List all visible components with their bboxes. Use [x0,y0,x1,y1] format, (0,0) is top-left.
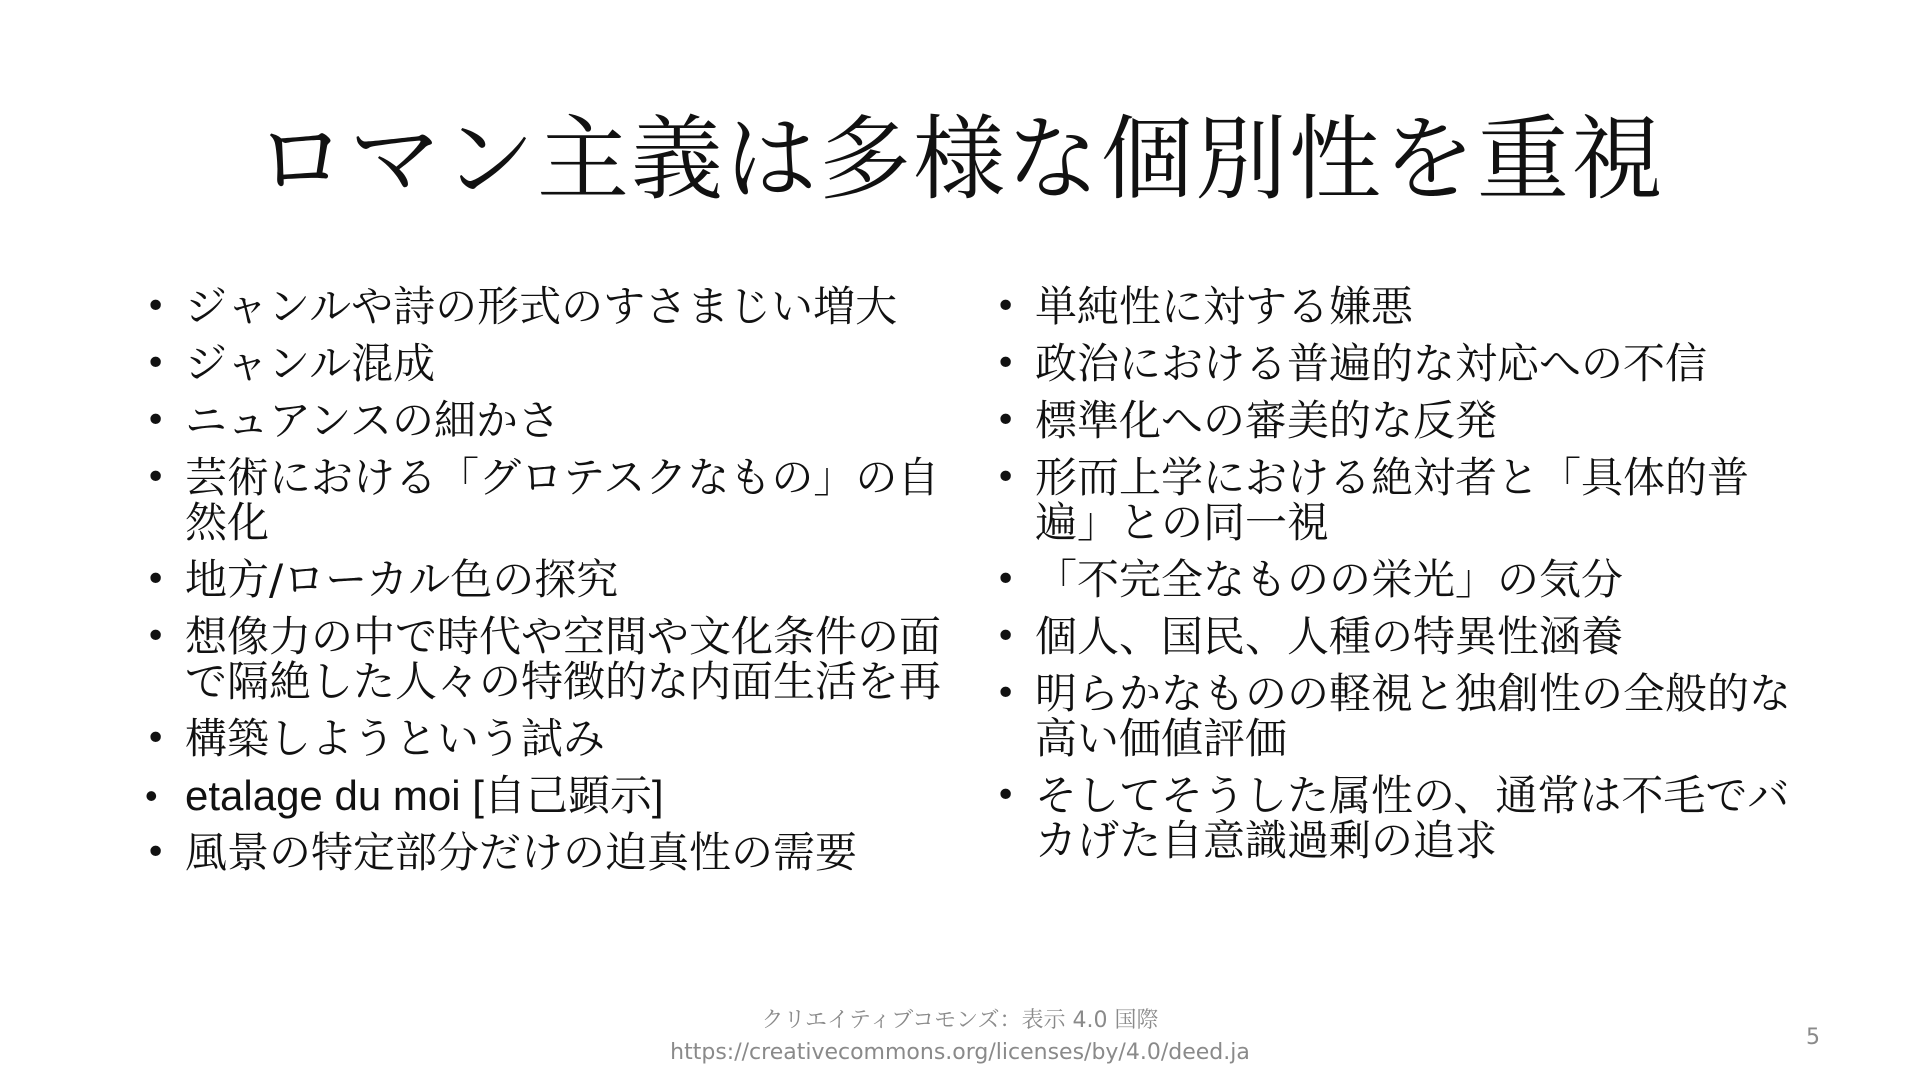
slide-title: ロマン主義は多様な個別性を重視 [254,106,1665,213]
left-bullet-list [145,284,945,887]
bullet-item: • 想像力の中で時代や空間や文化条件の面で隔絶した人々の特徴的な内面生活を再 [145,614,945,704]
bullet-item: • 政治における普遍的な対応への不信 [995,341,1805,386]
page-number: 5 [1806,1025,1820,1050]
bullet-item: • そしてそうした属性の、通常は不毛でバカげた自意識過剰の追求 [995,773,1805,863]
bullet-item: • 風景の特定部分だけの迫真性の需要 [145,830,945,875]
bullet-item: • 個人、国民、人種の特異性涵養 [995,614,1805,659]
bullet-item: • 芸術における「グロテスクなもの」の自然化 [145,455,945,545]
right-bullet-list [995,284,1805,875]
bullet-item: • 形而上学における絶対者と「具体的普遍」との同一視 [995,455,1805,545]
bullet-item: • ジャンルや詩の形式のすさまじい増大 [145,284,945,329]
bullet-item: • 地方/ローカル色の探究 [145,557,945,602]
bullet-item: • ニュアンスの細かさ [145,398,945,443]
license-url: https://creativecommons.org/licenses/by/4.0/deed.ja [670,1040,1250,1065]
bullet-item: • 「不完全なものの栄光」の気分 [995,557,1805,602]
bullet-item: • ジャンル混成 [145,341,945,386]
bullet-item: • 明らかなものの軽視と独創性の全般的な高い価値評価 [995,671,1805,761]
bullet-item: • etalage du moi [自己顕示] [145,773,945,818]
bullet-item: • 単純性に対する嫌悪 [995,284,1805,329]
bullet-item: • 標準化への審美的な反発 [995,398,1805,443]
license-footer [560,1005,1360,1069]
bullet-item: • 構築しようという試み [145,716,945,761]
license-text: クリエイティブコモンズ：表示 4.0 国際 [761,1008,1159,1033]
